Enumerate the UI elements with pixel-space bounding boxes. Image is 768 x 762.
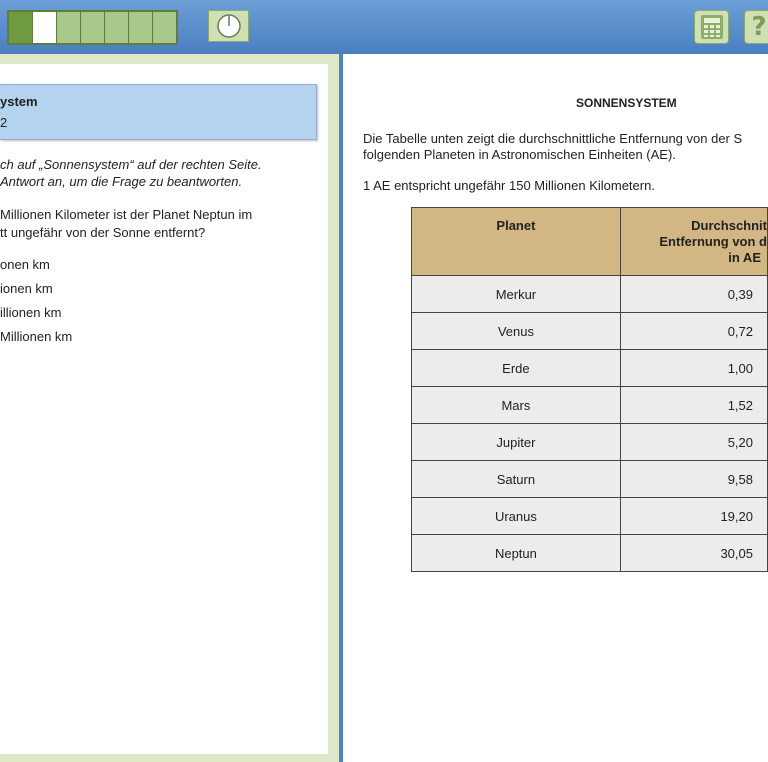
progress-segment <box>81 12 104 43</box>
table-row <box>412 498 768 535</box>
question-card <box>0 64 328 754</box>
progress-segment <box>57 12 80 43</box>
table-header-row <box>412 208 768 276</box>
distance-cell: 30,05 <box>620 535 767 572</box>
distance-cell: 9,58 <box>620 461 767 498</box>
planet-distance-table <box>411 207 768 572</box>
planet-cell: Uranus <box>412 498 621 535</box>
table-row <box>412 350 768 387</box>
progress-segment-current <box>33 12 56 43</box>
table-row <box>412 461 768 498</box>
calculator-icon <box>698 13 726 41</box>
table-row <box>412 535 768 572</box>
planet-cell: Jupiter <box>412 424 621 461</box>
header-line: Durchschnit <box>691 218 767 233</box>
question-line: Millionen Kilometer ist der Planet Neptun im <box>0 207 253 222</box>
distance-cell: 5,20 <box>620 424 767 461</box>
distance-cell: 0,72 <box>620 313 767 350</box>
stimulus-text <box>363 131 768 163</box>
distance-cell: 0,39 <box>620 276 767 313</box>
timer-button[interactable] <box>208 10 249 42</box>
stimulus-pane <box>343 54 768 762</box>
distance-cell: 19,20 <box>620 498 767 535</box>
answer-option[interactable]: Millionen km <box>0 329 73 344</box>
question-text <box>0 206 252 242</box>
stimulus-title: SONNENSYSTEM <box>576 96 677 110</box>
unit-header <box>0 84 317 140</box>
instruction-line: ch auf „Sonnensystem“ auf der rechten Seite. <box>0 157 262 172</box>
header-line: Entfernung von d <box>659 234 767 249</box>
progress-segment <box>129 12 152 43</box>
planet-cell: Mars <box>412 387 621 424</box>
column-header-planet: Planet <box>412 208 621 276</box>
unit-title: ystem <box>0 94 38 109</box>
help-icon: ? <box>751 12 767 42</box>
calculator-button[interactable] <box>694 10 729 44</box>
planet-cell: Neptun <box>412 535 621 572</box>
help-button[interactable] <box>744 10 768 44</box>
question-pane <box>0 54 339 762</box>
stimulus-text-line: folgenden Planeten in Astronomischen Einheiten (AE). <box>363 147 676 162</box>
distance-cell: 1,00 <box>620 350 767 387</box>
unit-subtitle: 2 <box>0 115 8 130</box>
header-line: in AE <box>728 250 761 265</box>
instruction-line: Antwort an, um die Frage zu beantworten. <box>0 174 243 189</box>
stimulus-text-line: Die Tabelle unten zeigt die durchschnittliche Entfernung von der S <box>363 131 743 146</box>
progress-segment-done <box>9 12 32 43</box>
stimulus-note: 1 AE entspricht ungefähr 150 Millionen Kilometern. <box>363 178 655 193</box>
stopwatch-icon <box>216 13 242 39</box>
progress-segment <box>105 12 128 43</box>
table-row <box>412 276 768 313</box>
table-row <box>412 424 768 461</box>
table-row <box>412 387 768 424</box>
progress-segment <box>153 12 176 43</box>
answer-options <box>0 256 72 352</box>
planet-cell: Erde <box>412 350 621 387</box>
planet-cell: Saturn <box>412 461 621 498</box>
instruction-text <box>0 156 262 190</box>
column-header-distance <box>620 208 767 276</box>
answer-option[interactable]: illionen km <box>0 305 62 320</box>
planet-cell: Merkur <box>412 276 621 313</box>
answer-option[interactable]: ionen km <box>0 281 53 296</box>
table-row <box>412 313 768 350</box>
answer-option[interactable]: onen km <box>0 257 50 272</box>
distance-cell: 1,52 <box>620 387 767 424</box>
planet-cell: Venus <box>412 313 621 350</box>
top-toolbar <box>0 0 768 54</box>
progress-bar <box>7 10 178 45</box>
question-line: tt ungefähr von der Sonne entfernt? <box>0 225 206 240</box>
